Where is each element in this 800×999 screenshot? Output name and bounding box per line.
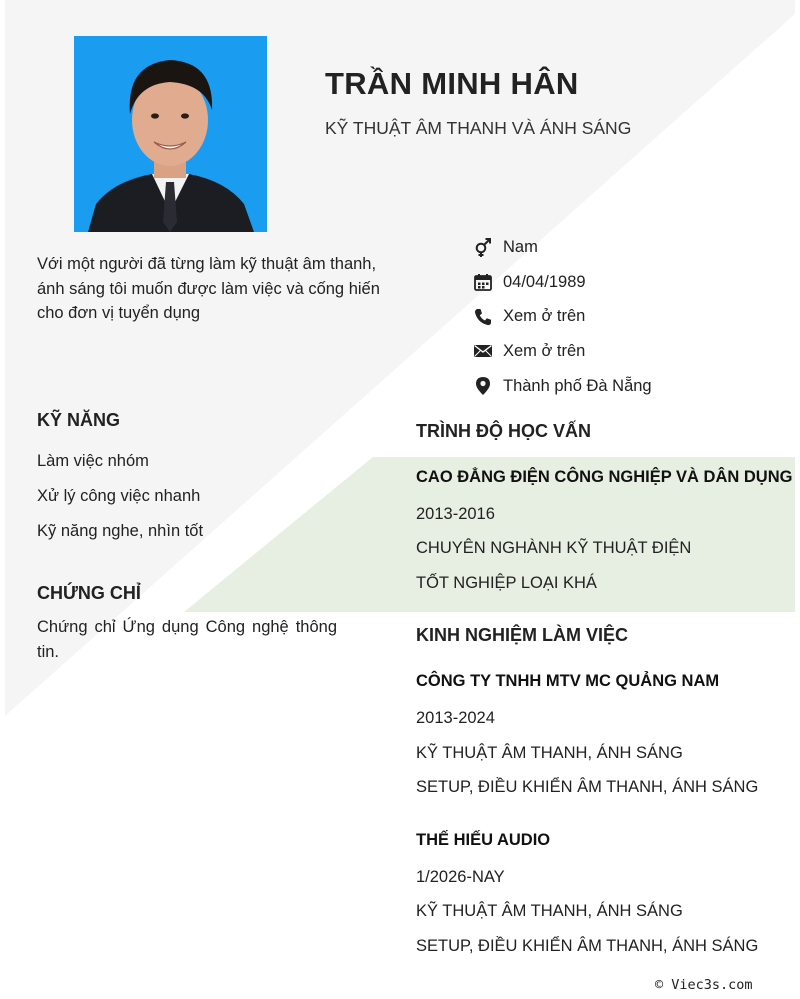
phone-icon <box>472 306 494 328</box>
info-email <box>472 334 652 369</box>
education-school: CAO ĐẲNG ĐIỆN CÔNG NGHIỆP VÀ DÂN DỤNG <box>416 468 793 486</box>
education-grade: TỐT NGHIỆP LOẠI KHÁ <box>416 574 597 592</box>
info-birthdate-text: 04/04/1989 <box>503 272 586 291</box>
experience-heading: KINH NGHIỆM LÀM VIỆC <box>416 625 629 645</box>
info-address <box>472 369 652 404</box>
certificate-text: Chứng chỉ Ứng dụng Công nghệ thông tin. <box>37 618 337 661</box>
job-company: THẾ HIẾU AUDIO <box>416 831 551 849</box>
info-phone <box>472 299 652 334</box>
job-description: SETUP, ĐIỀU KHIỂN ÂM THANH, ÁNH SÁNG <box>416 778 759 796</box>
job-period: 2013-2024 <box>416 709 495 727</box>
info-phone-text: Xem ở trên <box>503 307 586 326</box>
skill-item: Xử lý công việc nhanh <box>37 487 201 505</box>
skills-heading: KỸ NĂNG <box>37 410 121 430</box>
candidate-name: TRẦN MINH HÂN <box>325 66 579 101</box>
info-birthdate <box>472 265 652 300</box>
skill-item: Kỹ năng nghe, nhìn tốt <box>37 522 204 540</box>
job-title: KỸ THUẬT ÂM THANH VÀ ÁNH SÁNG <box>325 118 632 138</box>
info-email-text: Xem ở trên <box>503 341 586 360</box>
personal-info-list <box>472 230 652 403</box>
person-silhouette-icon <box>74 36 267 232</box>
job-company: CÔNG TY TNHH MTV MC QUẢNG NAM <box>416 672 720 690</box>
job-position: KỸ THUẬT ÂM THANH, ÁNH SÁNG <box>416 744 683 762</box>
calendar-icon <box>472 271 494 293</box>
info-gender <box>472 230 652 265</box>
envelope-icon <box>472 340 494 362</box>
education-period: 2013-2016 <box>416 505 495 523</box>
job-position: KỸ THUẬT ÂM THANH, ÁNH SÁNG <box>416 902 683 920</box>
education-major: CHUYÊN NGHÀNH KỸ THUẬT ĐIỆN <box>416 539 692 557</box>
profile-photo <box>74 36 267 232</box>
footer-watermark: © Viec3s.com <box>655 977 753 993</box>
gender-icon <box>472 236 494 258</box>
certificates-heading: CHỨNG CHỈ <box>37 583 141 603</box>
job-period: 1/2026-NAY <box>416 868 505 886</box>
job-description: SETUP, ĐIỀU KHIỂN ÂM THANH, ÁNH SÁNG <box>416 937 759 955</box>
education-heading: TRÌNH ĐỘ HỌC VẤN <box>416 421 591 441</box>
info-gender-text: Nam <box>503 237 538 256</box>
career-objective: Với một người đã từng làm kỹ thuật âm thanh, ánh sáng tôi muốn được làm việc và cống hiến cho đơn vị tuyển dụng <box>37 255 380 322</box>
info-address-text: Thành phố Đà Nẵng <box>503 376 652 395</box>
location-pin-icon <box>472 375 494 397</box>
skill-item: Làm việc nhóm <box>37 452 149 470</box>
